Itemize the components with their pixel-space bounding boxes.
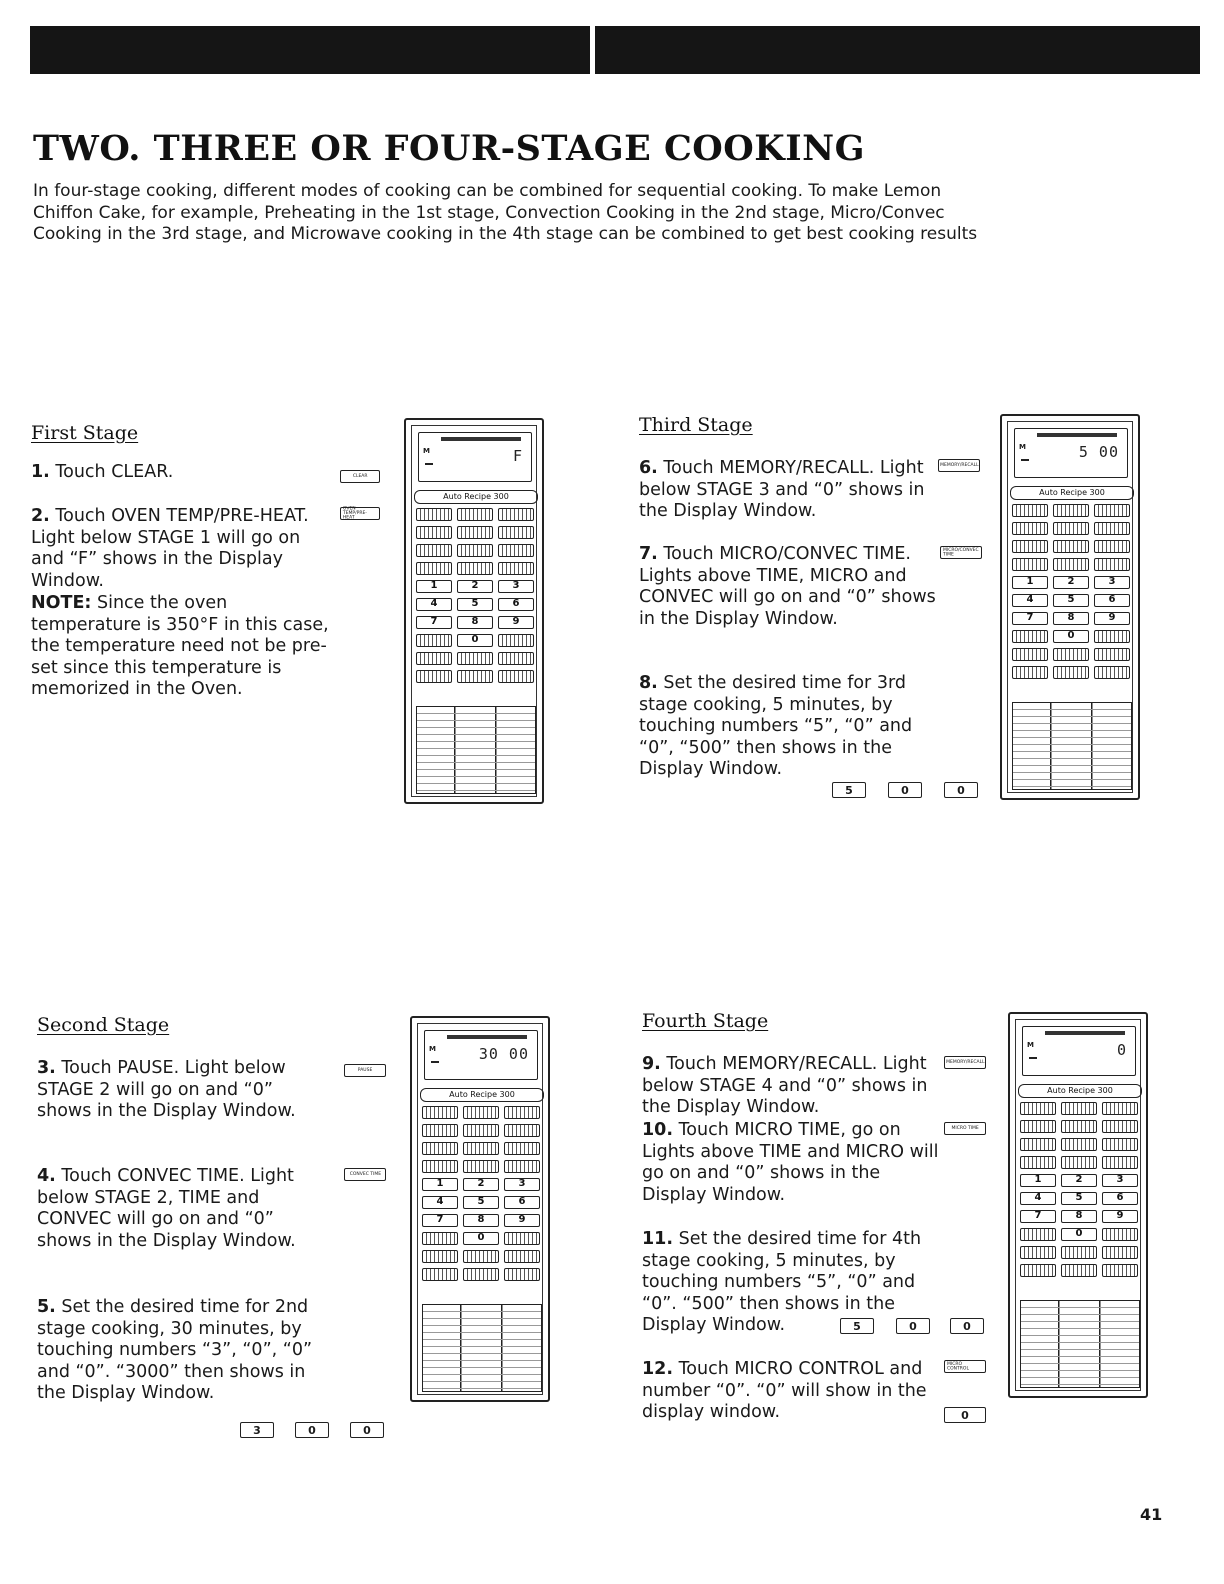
- step-text: Touch CONVEC TIME. Light below STAGE 2, TIME and CONVEC will go on and “0” shows in the Display Window.: [37, 1166, 296, 1251]
- recipe-chart: [1020, 1300, 1140, 1388]
- step-1: [31, 462, 331, 484]
- step-text: Touch MICRO TIME, go on Lights above TIME and MICRO will go on and “0” shows in the Display Window.: [642, 1120, 939, 1205]
- step-7: [639, 544, 939, 630]
- clear-key-icon: [340, 470, 380, 483]
- number-key-icon: 5: [840, 1318, 874, 1334]
- page-number: 41: [1140, 1505, 1163, 1524]
- oven-temp-key-icon: [340, 507, 380, 520]
- number-key-icon: 0: [896, 1318, 930, 1334]
- step-number: 5.: [37, 1297, 56, 1317]
- step-text: Touch MEMORY/RECALL. Light below STAGE 4 and “0” shows in the Display Window.: [642, 1054, 928, 1117]
- step-number: 4.: [37, 1166, 56, 1186]
- control-panel-first-stage: [404, 418, 544, 804]
- step-text: Touch MICRO CONTROL and number “0”. “0” will show in the display window.: [642, 1359, 927, 1422]
- top-banner: [30, 26, 1200, 74]
- step-text: Touch MICRO/CONVEC TIME. Lights above TIME, MICRO and CONVEC will go on and “0” shows in the Display Window.: [639, 544, 936, 629]
- key-label: MICRO CONTROL: [947, 1361, 969, 1371]
- display-readout: 0: [1116, 1041, 1127, 1059]
- step-6: [639, 458, 934, 523]
- page-title: TWO. THREE OR FOUR-STAGE COOKING: [33, 128, 865, 169]
- third-stage-title: Third Stage: [639, 414, 753, 436]
- step-text: Set the desired time for 4th stage cooking, 5 minutes, by touching numbers “5”, “0” and “0”. “500” then shows in the Display Window.: [642, 1229, 922, 1335]
- first-stage-title: First Stage: [31, 422, 139, 444]
- key-label: MEMORY/RECALL: [945, 1059, 985, 1065]
- micro-time-key-icon: [944, 1122, 986, 1135]
- number-key-icon: 0: [888, 782, 922, 798]
- step-number: 1.: [31, 462, 50, 482]
- display-window: M 5 00: [1014, 428, 1128, 478]
- step-text: Touch MEMORY/RECALL. Light below STAGE 3 and “0” shows in the Display Window.: [639, 458, 925, 521]
- key-label: PAUSE: [357, 1067, 373, 1073]
- note: [31, 593, 331, 701]
- step-number: 8.: [639, 673, 658, 693]
- key-label: OVEN TEMP/PRE-HEAT: [342, 505, 367, 521]
- step-number: 9.: [642, 1054, 661, 1074]
- intro-paragraph: In four-stage cooking, different modes of cooking can be combined for sequential cooking. To make Lemon Chiffon Cake, for example, Preheating in the 1st stage, Convection Cooking in the 2nd stage, Micro/Convec Cooking in the 3rd stage, and Microwave cooking in the 4th stage can be combined to get best cooking results: [33, 181, 978, 244]
- number-key-icon: 0: [944, 782, 978, 798]
- recipe-chart: [416, 706, 536, 794]
- keypad: 1 2 3 4 5 6 7 8 9 0: [422, 1106, 540, 1281]
- step-8: [639, 673, 939, 781]
- control-panel-second-stage: [410, 1016, 550, 1402]
- key-label: CONVEC TIME: [349, 1171, 381, 1177]
- display-readout: F: [512, 447, 523, 465]
- recipe-label: Auto Recipe 300: [414, 490, 538, 504]
- key-label: MEMORY/RECALL: [939, 462, 979, 468]
- keypad: 1 2 3 4 5 6 7 8 9 0: [1020, 1102, 1138, 1277]
- convec-time-key-icon: [344, 1168, 386, 1181]
- display-window: M 0: [1022, 1026, 1136, 1076]
- number-key-icon: 5: [832, 782, 866, 798]
- step-number: 11.: [642, 1229, 674, 1249]
- key-label: CLEAR: [352, 473, 368, 479]
- step-number: 3.: [37, 1058, 56, 1078]
- step-2: [31, 506, 331, 592]
- memory-recall-key-icon: [938, 459, 980, 472]
- step-5: [37, 1297, 337, 1405]
- second-stage-title: Second Stage: [37, 1014, 170, 1036]
- pause-key-icon: [344, 1064, 386, 1077]
- step-3: [37, 1058, 332, 1123]
- note-label: NOTE:: [31, 593, 92, 613]
- keypad: 1 2 3 4 5 6 7 8 9 0: [416, 508, 534, 683]
- recipe-label: Auto Recipe 300: [1010, 486, 1134, 500]
- step-number: 12.: [642, 1359, 674, 1379]
- step-12: [642, 1359, 942, 1424]
- step-text: Touch PAUSE. Light below STAGE 2 will go on and “0” shows in the Display Window.: [37, 1058, 296, 1121]
- display-readout: 30 00: [478, 1045, 529, 1063]
- recipe-chart: [1012, 702, 1132, 790]
- step-text: Set the desired time for 3rd stage cooking, 5 minutes, by touching numbers “5”, “0” and “0”, “500” then shows in the Display Window.: [639, 673, 913, 779]
- micro-control-key-icon: [944, 1360, 986, 1373]
- step-4: [37, 1166, 332, 1252]
- display-window: M 30 00: [424, 1030, 538, 1080]
- number-key-icon: 0: [350, 1422, 384, 1438]
- number-key-icon: 0: [950, 1318, 984, 1334]
- step-text: Touch OVEN TEMP/PRE-HEAT. Light below STAGE 1 will go on and “F” shows in the Display Window.: [31, 506, 309, 591]
- number-key-icon: 3: [240, 1422, 274, 1438]
- micro-convec-key-icon: [940, 546, 982, 559]
- step-9: [642, 1054, 937, 1119]
- step-number: 6.: [639, 458, 658, 478]
- banner-divider: [590, 26, 595, 74]
- zero-key-icon: 0: [944, 1407, 986, 1423]
- step-number: 7.: [639, 544, 658, 564]
- step-text: Touch CLEAR.: [55, 462, 174, 482]
- step-number: 2.: [31, 506, 50, 526]
- step-number: 10.: [642, 1120, 674, 1140]
- control-panel-third-stage: [1000, 414, 1140, 800]
- step-10: [642, 1120, 942, 1206]
- step-text: Set the desired time for 2nd stage cooking, 30 minutes, by touching numbers “3”, “0”, “0” and “0”. “3000” then shows in the Display Window.: [37, 1297, 313, 1403]
- recipe-label: Auto Recipe 300: [420, 1088, 544, 1102]
- recipe-label: Auto Recipe 300: [1018, 1084, 1142, 1098]
- key-label: MICRO/CONVEC TIME: [943, 547, 979, 557]
- memory-recall-key-icon: [944, 1056, 986, 1069]
- recipe-chart: [422, 1304, 542, 1392]
- display-window: M F: [418, 432, 532, 482]
- display-readout: 5 00: [1078, 443, 1119, 461]
- keypad: 1 2 3 4 5 6 7 8 9 0: [1012, 504, 1130, 679]
- note-text: Since the oven temperature is 350°F in this case, the temperature need not be pre-set since this temperature is memorized in the Oven.: [31, 593, 329, 699]
- fourth-stage-title: Fourth Stage: [642, 1010, 769, 1032]
- control-panel-fourth-stage: [1008, 1012, 1148, 1398]
- number-key-icon: 0: [295, 1422, 329, 1438]
- key-label: MICRO TIME: [951, 1125, 979, 1131]
